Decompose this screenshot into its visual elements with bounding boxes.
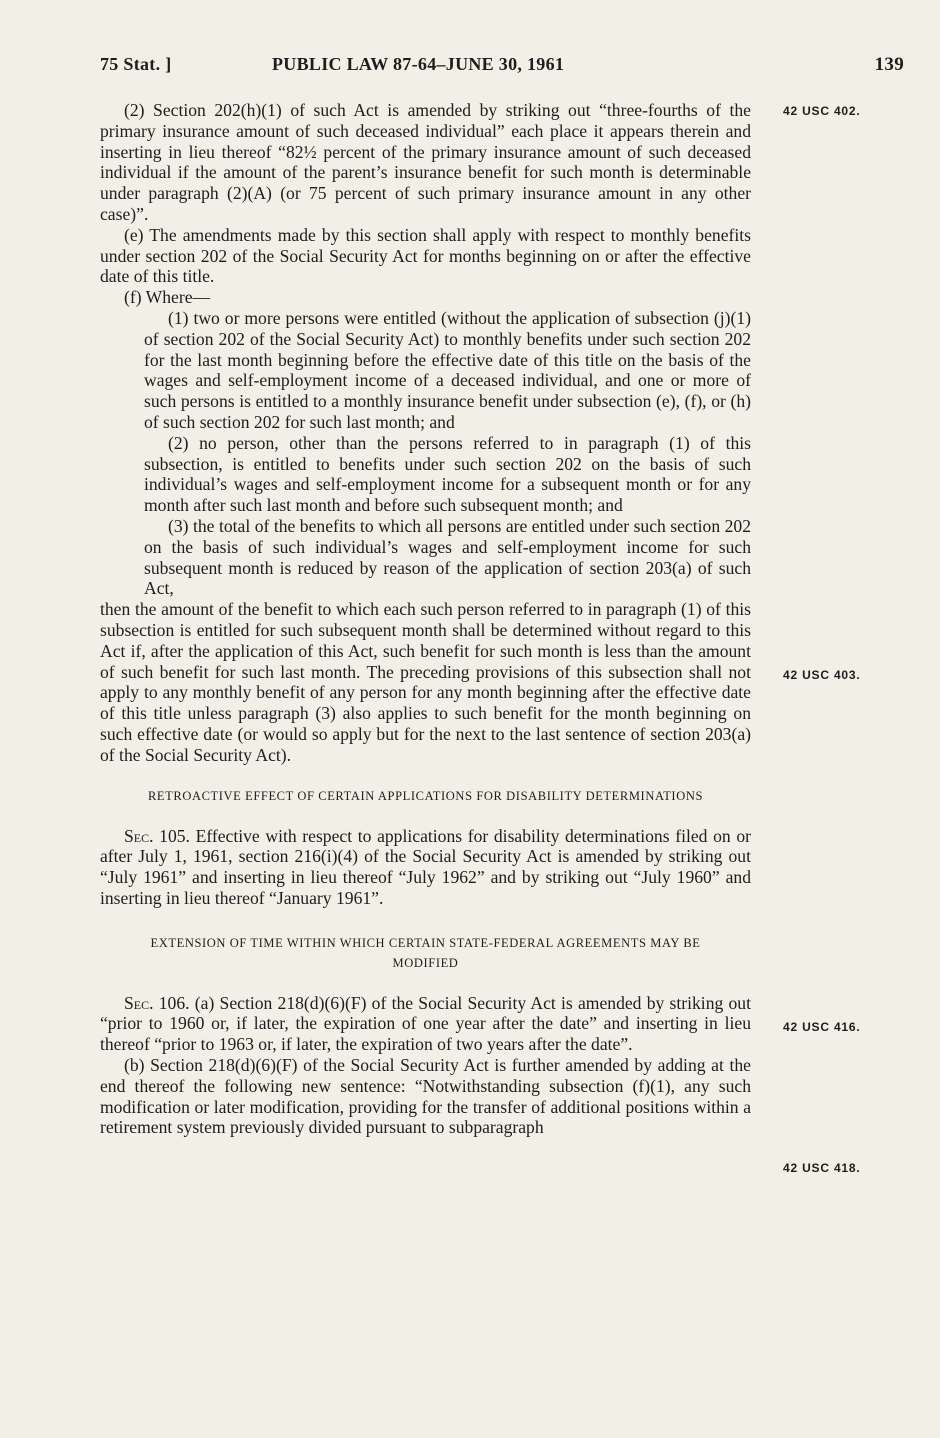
section-105-label: Sec. 105. bbox=[124, 825, 190, 846]
paragraph-d2: (2) Section 202(h)(1) of such Act is amended by striking out “three-fourths of the primary insurance amount of such deceased individual” each place it appears therein and inserting in lieu thereof “82½ percent of the primary insurance amount of such deceased individual if the amount of the parent’s insurance benefit for such month is determinable under paragraph (2)(A) (or 75 percent of such primary insurance amount in any other case)”. bbox=[100, 100, 751, 224]
section-105-text: Effective with respect to applications for disability determinations filed on or after July 1, 1961, section 216(i)(4) of the Social Security Act is amended by striking out “July 1961” and inserting in lieu thereof “July 1962” and by striking out “July 1960” and inserting in lieu thereof “January 1961”. bbox=[100, 825, 751, 908]
section-105 bbox=[100, 826, 751, 909]
paragraph-f1: (1) two or more persons were entitled (without the application of subsection (j)(1) of section 202 of the Social Security Act) to monthly benefits under such section 202 for the last month beginning before the effective date of this title on the basis of the wages and self-employment income of a deceased individual, and one or more of such persons is entitled to a monthly insurance benefit under subsection (e), (f), or (h) of such section 202 for such last month; and bbox=[144, 307, 751, 432]
paragraph-e: (e) The amendments made by this section shall apply with respect to monthly benefits under section 202 of the Social Security Act for months beginning on or after the effective date of this title. bbox=[100, 224, 751, 287]
section-106-label: Sec. 106. bbox=[124, 992, 190, 1013]
body-text bbox=[100, 100, 751, 1138]
paragraph-f3: (3) the total of the benefits to which all persons are entitled under such section 202 on the basis of such individual’s wages and self-employment income for such subsequent month is reduced by reason of the application of section 203(a) of such Act, bbox=[144, 515, 751, 599]
paragraph-f: (f) Where— bbox=[124, 287, 211, 308]
section-106b: (b) Section 218(d)(6)(F) of the Social Security Act is further amended by adding at the end thereof the following new sentence: “Notwithstanding subsection (f)(1), any such modification or later modification, providing for the transfer of additional positions within a retirement system previously divided pursuant to subparagraph bbox=[100, 1055, 751, 1138]
margin-note-418: 42 USC 418. bbox=[783, 1161, 861, 1175]
paragraph-f2: (2) no person, other than the persons referred to in paragraph (1) of this subsection, is entitled to benefits under such section 202 on the basis of such individual’s wages and self-employment income for a subsequent month or for any month after such last month and before such subsequent month; and bbox=[144, 432, 751, 516]
volume-reference: 75 Stat. ] bbox=[100, 54, 172, 74]
section-heading-extension: EXTENSION OF TIME WITHIN WHICH CERTAIN STATE-FEDERAL AGREEMENTS MAY BE MODIFIED bbox=[150, 935, 701, 970]
margin-note-402: 42 USC 402. bbox=[783, 104, 861, 118]
margin-note-403: 42 USC 403. bbox=[783, 668, 861, 682]
section-106a bbox=[100, 993, 751, 1055]
running-header: PUBLIC LAW 87-64–JUNE 30, 1961 bbox=[272, 54, 565, 74]
paragraph-then: then the amount of the benefit to which each such person referred to in paragraph (1) of this subsection is entitled for such subsequent month shall be determined without regard to this Act if, after the application of this Act, such benefit for such month is less than the amount of such benefit for such last month. The preceding provisions of this subsection shall not apply to any monthly benefit of any person for any month beginning after the effective date of this title unless paragraph (3) also applies to such benefit for the month beginning on such effective date (or would so apply but for the next to the last sentence of section 203(a) of the Social Security Act). bbox=[100, 599, 751, 765]
page-number: 139 bbox=[874, 54, 904, 75]
margin-note-416: 42 USC 416. bbox=[783, 1020, 861, 1034]
section-106a-text: (a) Section 218(d)(6)(F) of the Social Security Act is amended by striking out “prior to 1960 or, if later, the expiration of one year after the date” and inserting in lieu thereof “prior to 1963 or, if later, the expiration of two years after the date”. bbox=[100, 992, 751, 1055]
section-heading-retroactive: RETROACTIVE EFFECT OF CERTAIN APPLICATIONS FOR DISABILITY DETERMINATIONS bbox=[147, 788, 703, 803]
